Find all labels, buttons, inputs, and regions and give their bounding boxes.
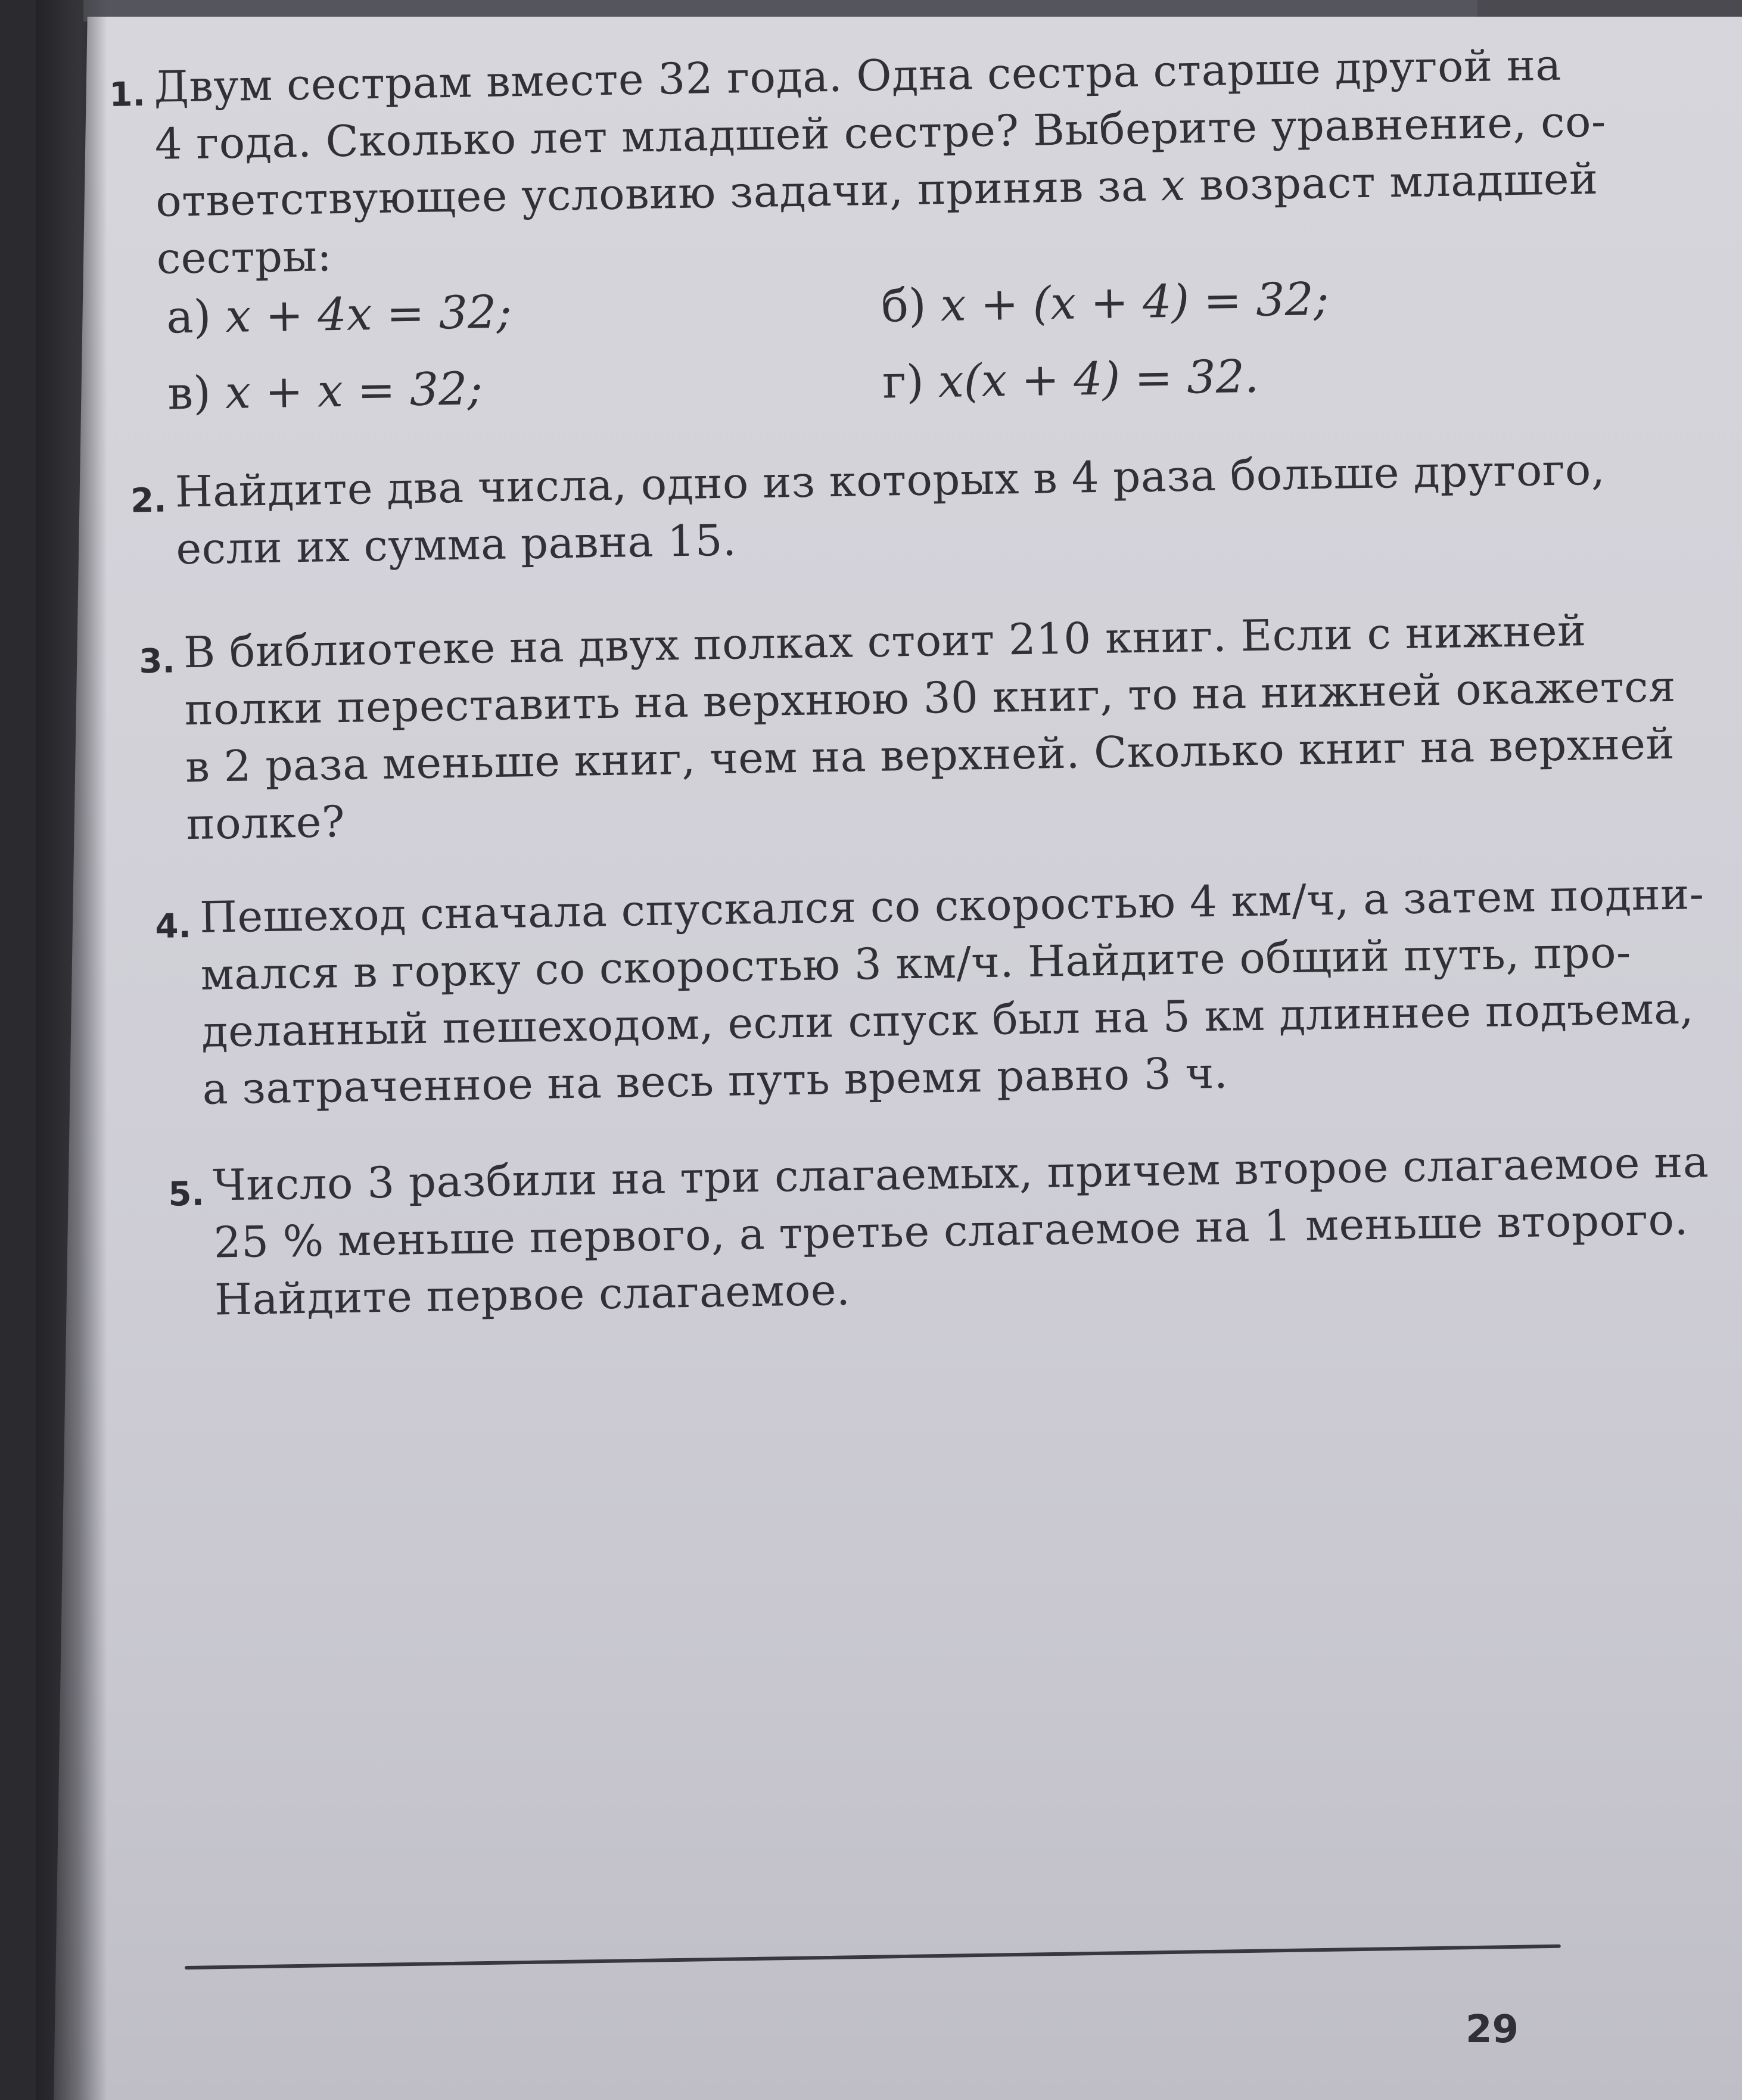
option-v-label: в) [167,366,211,420]
problem-4-text [199,867,1705,1118]
variable-x: x [1161,160,1186,211]
problem-3-line-1: В библиотеке на двух полках стоит 210 книг. Если с нижней [183,605,1587,678]
problem-2-line-1: Найдите два числа, одно из которых в 4 раза больше другого, [175,444,1606,517]
problem-4-line-4: а затраченное на весь путь время равно 3 ч. [202,1047,1228,1114]
problem-3-line-3: в 2 раза меньше книг, чем на верхней. Сколько книг на верхней [185,718,1675,792]
problem-4-line-2: мался в горку со скоростью 3 км/ч. Найдите общий путь, про- [200,927,1632,1000]
problem-1-line-1: Двум сестрам вместе 32 года. Одна сестра старше другой на [153,39,1562,112]
option-g [882,350,1259,409]
problem-4-line-3: деланный пешеходом, если спуск был на 5 км длиннее подъема, [201,983,1694,1057]
problem-3-text [183,602,1676,853]
option-b [881,272,1330,332]
problem-5-number: 5. [167,1174,205,1214]
problem-3-line-4: полке? [186,796,346,850]
problem-2-line-2: если их сумма равна 15. [175,515,737,574]
option-g-equation: x(x + 4) = 32. [938,349,1259,408]
option-a-label: а) [166,290,212,344]
problem-2-number: 2. [130,481,167,521]
option-v-equation: x + x = 32; [225,362,483,419]
problem-1-line-4: сестры: [156,231,332,284]
problem-1-line-3-text: ответствующее условию задачи, приняв за [155,160,1147,226]
problem-1-number: 1. [108,75,146,114]
option-g-label: г) [882,354,925,409]
problem-1-line-3-tail: возраст младшей [1199,153,1599,210]
problem-5-text [212,1135,1709,1328]
option-a [166,285,512,343]
option-v [167,362,483,419]
problem-2-text [175,441,1606,577]
option-a-equation: x + 4x = 32; [225,285,512,343]
problem-5-line-2: 25 % меньше первого, а третье слагаемое на 1 меньше второго. [213,1194,1689,1268]
page-number: 29 [1466,2008,1519,2052]
problem-1-text [153,37,1607,287]
problem-1-line-2: 4 года. Сколько лет младшей сестре? Выберите уравнение, со- [154,96,1607,169]
problem-3-number: 3. [138,642,176,682]
problem-4-number: 4. [154,907,192,946]
problem-5-line-1: Число 3 разбили на три слагаемых, причем второе слагаемое на [212,1137,1709,1211]
option-b-label: б) [881,278,927,332]
problem-5-line-3: Найдите первое слагаемое. [214,1264,851,1325]
problem-3-line-2: полки переставить на верхнюю 30 книг, то на нижней окажется [184,661,1676,735]
problem-4-line-1: Пешеход сначала спускался со скоростью 4 км/ч, а затем подни- [199,869,1705,942]
option-b-equation: x + (x + 4) = 32; [940,272,1330,332]
